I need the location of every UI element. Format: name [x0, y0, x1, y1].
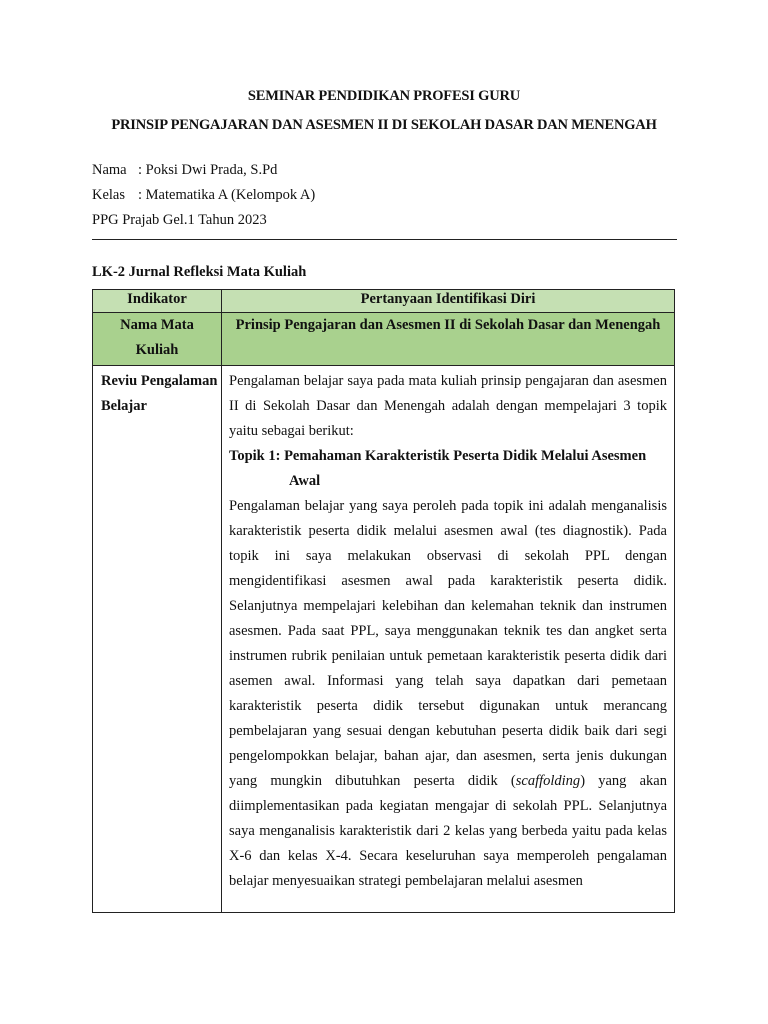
review-label: Reviu Pengalaman Belajar	[93, 366, 222, 913]
class-label: Kelas	[92, 187, 126, 203]
paragraph-part-2: ) yang akan diimplementasikan pada kegiatan mengajar di sekolah PPL. Selanjutnya saya menganalisis karakteristik dari 2 kelas yang berbeda yaitu pada kelas X-6 dan kelas X-4. Secara keseluruhan saya memperoleh pengalaman belajar menyesuaikan strategi pembelajaran melalui asesmen	[229, 773, 667, 889]
table-header-row	[93, 290, 675, 313]
section-title: LK-2 Jurnal Refleksi Mata Kuliah	[92, 264, 307, 280]
paragraph-part-1: Pengalaman belajar yang saya peroleh pada topik ini adalah menganalisis karakteristik peserta didik melalui asesmen awal (tes diagnostik). Pada topik ini saya melakukan observasi di sekolah PPL dengan mengidentifikasi asesmen awal pada karakteristik peserta didik. Selanjutnya mempelajari kelebihan dan kelemahan teknik dan instrumen asesmen. Pada saat PPL, saya menggunakan teknik tes dan angket serta instrumen rubrik penilaian untuk pemetaan karakteristik peserta didik dari asemen awal. Informasi yang telah saya dapatkan dari pemetaan karakteristik peserta didik tersebut digunakan untuk merancang pembelajaran yang sesuai dengan kebutuhan peserta didik baik dari segi pengelompokkan belajar, bahan ajar, dan asesmen, serta jenis dukungan yang mungkin dibutuhkan peserta didik (	[229, 498, 667, 789]
document-subtitle: PRINSIP PENGAJARAN DAN ASESMEN II DI SEKOLAH DASAR DAN MENENGAH	[111, 117, 657, 133]
program-line: PPG Prajab Gel.1 Tahun 2023	[92, 212, 267, 228]
name-label: Nama	[92, 162, 127, 178]
review-row	[93, 366, 675, 913]
name-value: : Poksi Dwi Prada, S.Pd	[138, 162, 278, 178]
intro-paragraph: Pengalaman belajar saya pada mata kuliah prinsip pengajaran dan asesmen II di Sekolah Dasar dan Menengah adalah dengan mempelajari 3 topik yaitu sebagai berikut:	[229, 373, 667, 439]
scaffolding-term: scaffolding	[515, 773, 581, 789]
course-name-value: Prinsip Pengajaran dan Asesmen II di Sekolah Dasar dan Menengah	[222, 313, 675, 366]
review-content	[222, 366, 675, 913]
course-name-row	[93, 313, 675, 366]
topic-1-heading	[229, 444, 667, 494]
class-line	[92, 187, 315, 204]
name-line	[92, 162, 277, 179]
header-indikator: Indikator	[93, 290, 222, 313]
header-pertanyaan: Pertanyaan Identifikasi Diri	[222, 290, 675, 313]
topic-1-paragraph	[229, 494, 667, 894]
divider	[92, 239, 677, 240]
topic-1-line1: Topik 1: Pemahaman Karakteristik Peserta Didik Melalui Asesmen	[229, 448, 647, 464]
class-value: : Matematika A (Kelompok A)	[138, 187, 316, 203]
course-name-label: Nama Mata Kuliah	[93, 313, 222, 366]
topic-1-line2: Awal	[289, 473, 321, 489]
reflection-table	[92, 289, 675, 913]
document-title: SEMINAR PENDIDIKAN PROFESI GURU	[247, 88, 521, 104]
